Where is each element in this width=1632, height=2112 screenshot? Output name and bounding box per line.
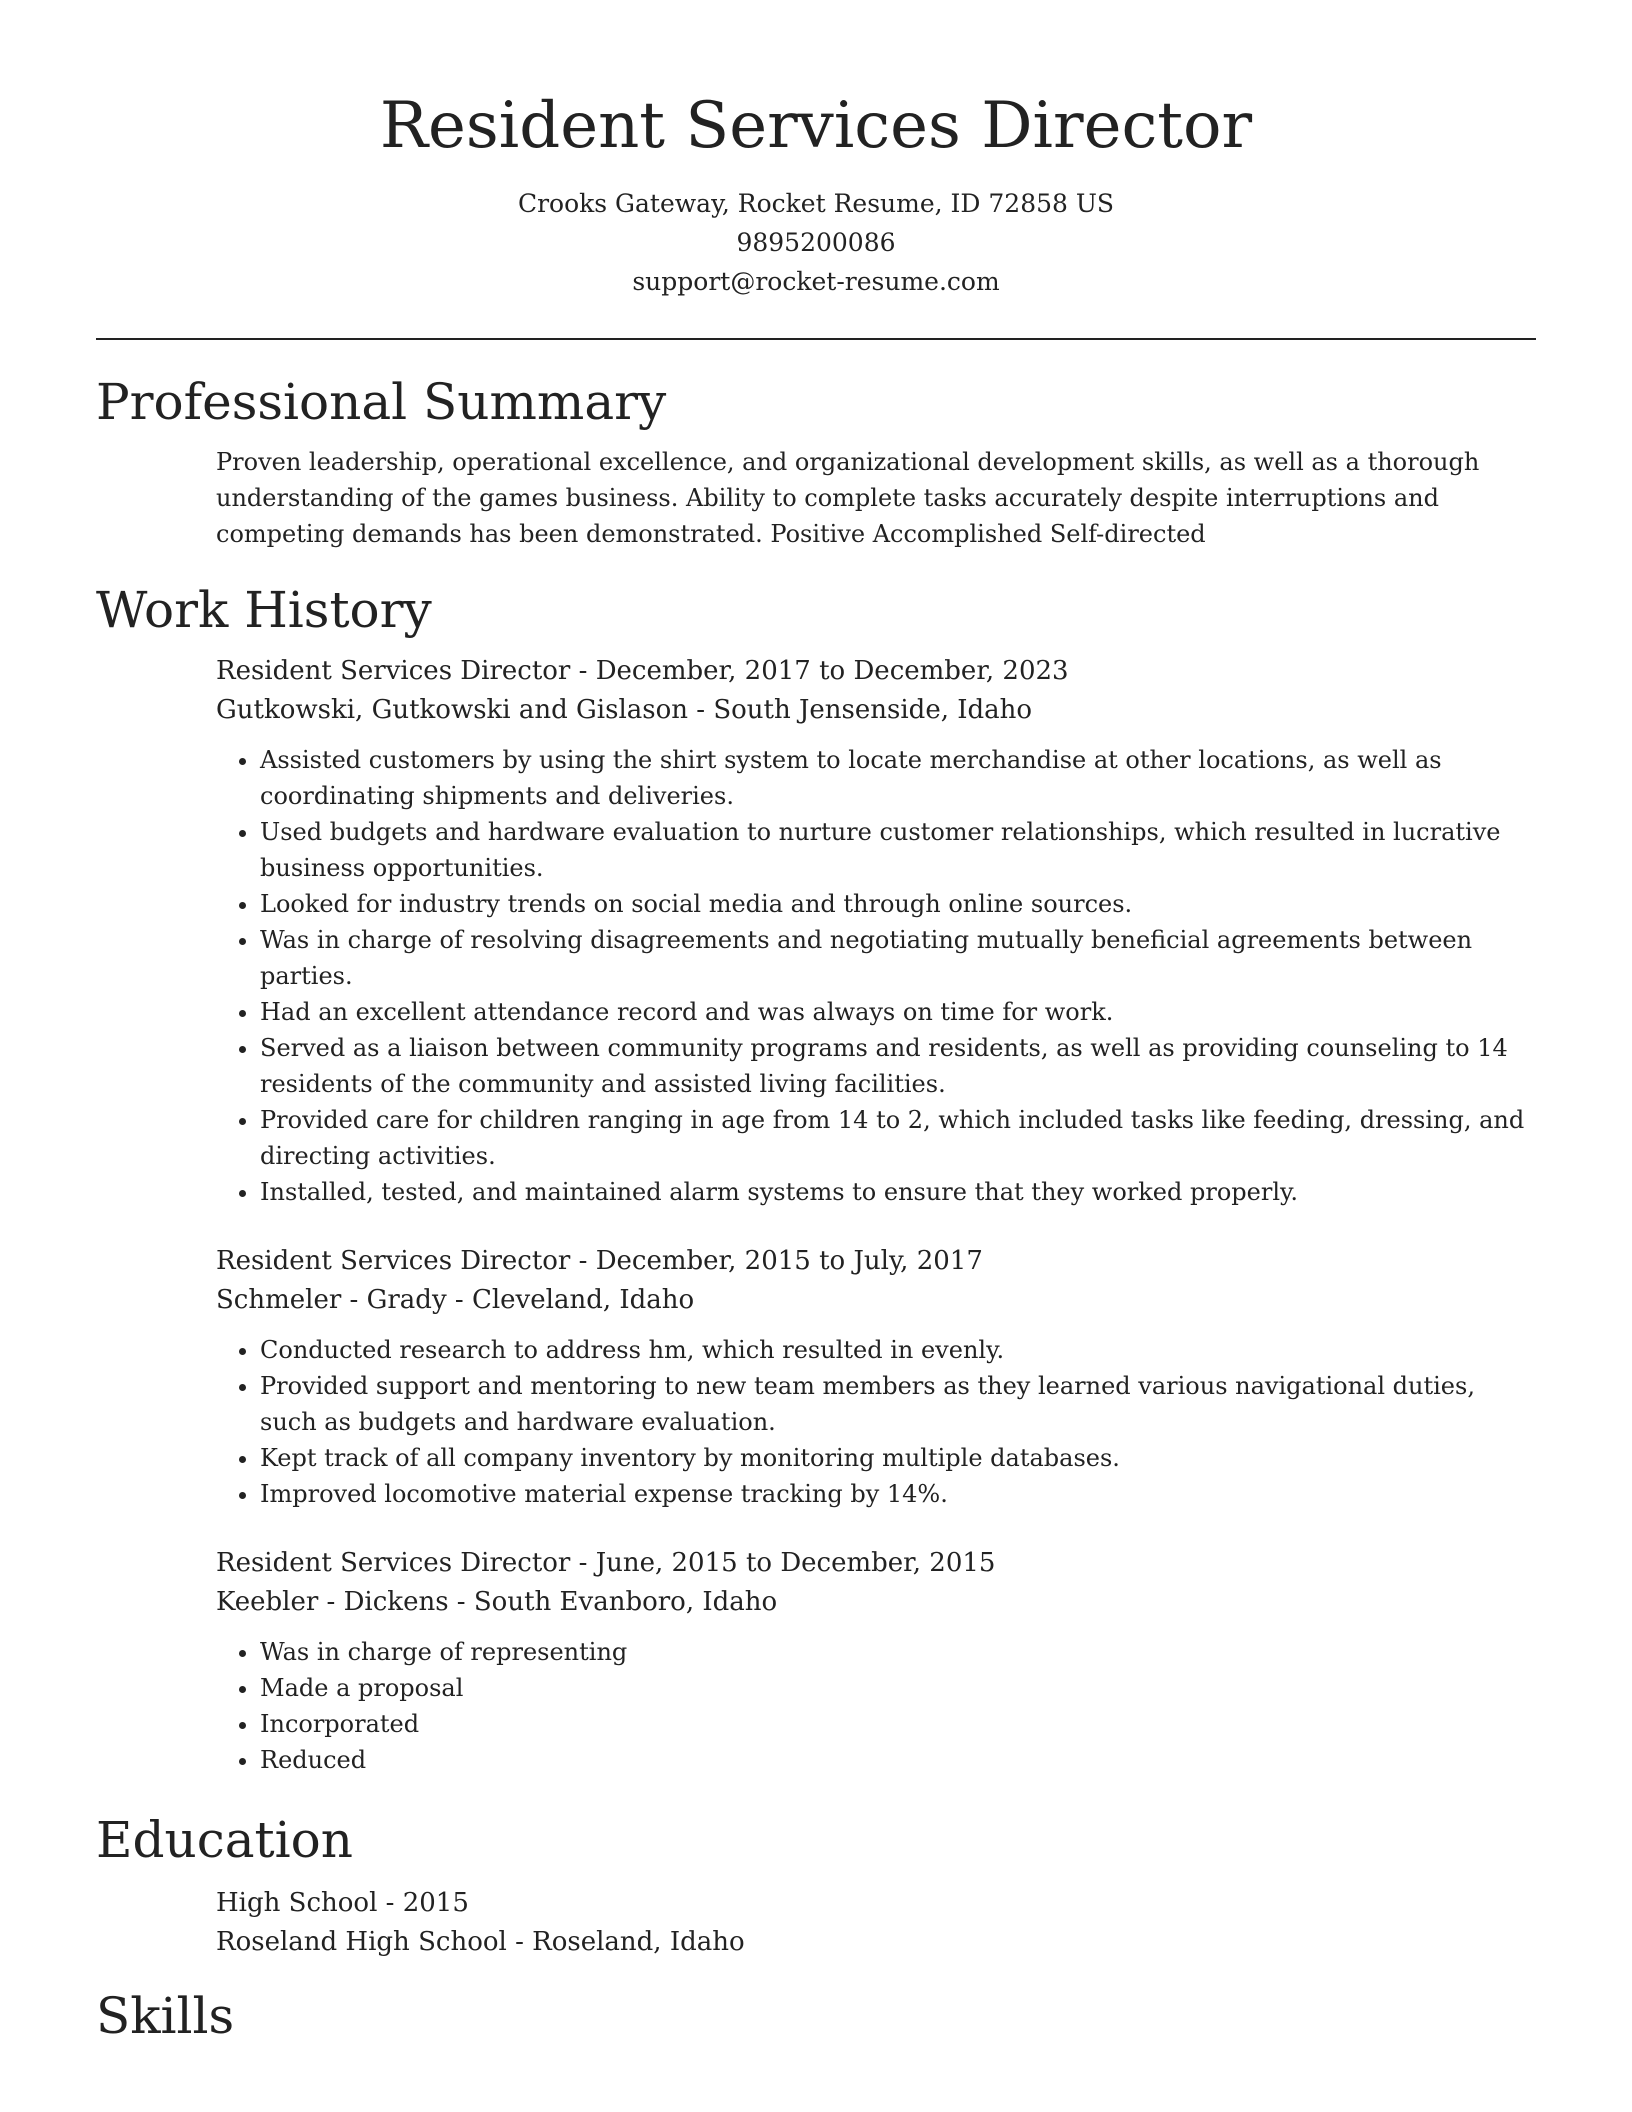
job-title-line xyxy=(216,1242,1536,1281)
education-heading: Education xyxy=(96,1811,353,1869)
phone: 9895200086 xyxy=(736,228,896,257)
list-item: • Kept track of all company inventory by monitoring multiple databases. xyxy=(260,1440,1536,1476)
list-item: • Was in charge of resolving disagreements and negotiating mutually beneficial agreements between parties. xyxy=(260,922,1536,994)
address: Crooks Gateway, Rocket Resume, ID 72858 US xyxy=(517,189,1115,218)
list-item: • Installed, tested, and maintained alarm systems to ensure that they worked properly. xyxy=(260,1174,1536,1210)
job-role: Resident Services Director xyxy=(216,1548,571,1578)
email: support@rocket-resume.com xyxy=(632,267,1000,296)
resume-header xyxy=(96,0,1536,301)
job-role: Resident Services Director xyxy=(216,1246,571,1276)
job-location: - South Evanboro, Idaho xyxy=(448,1587,778,1617)
list-item: • Provided support and mentoring to new team members as they learned various navigational duties, such as budgets and hardware evaluation. xyxy=(260,1368,1536,1440)
job-dates: - June, 2015 to December, 2015 xyxy=(570,1548,996,1578)
job-company-line xyxy=(216,691,1536,730)
job-title-line xyxy=(216,1544,1536,1583)
job-entry xyxy=(216,652,1536,1210)
job-bullets xyxy=(216,1332,1536,1512)
work-history-section xyxy=(96,652,1536,1778)
job-location: - South Jensenside, Idaho xyxy=(688,695,1033,725)
job-bullets xyxy=(216,1634,1536,1778)
job-entry xyxy=(216,1544,1536,1778)
header-divider xyxy=(96,338,1536,340)
education-location: - Roseland, Idaho xyxy=(506,1927,745,1957)
job-bullets xyxy=(216,742,1536,1210)
list-item: • Provided care for children ranging in age from 14 to 2, which included tasks like feeding, dressing, and directing activities. xyxy=(260,1102,1536,1174)
list-item: • Looked for industry trends on social media and through online sources. xyxy=(260,886,1536,922)
job-dates: - December, 2015 to July, 2017 xyxy=(570,1246,983,1276)
list-item: • Assisted customers by using the shirt system to locate merchandise at other locations, as well as coordinating shipments and deliveries. xyxy=(260,742,1536,814)
list-item: • Was in charge of representing xyxy=(260,1634,1536,1670)
summary-section xyxy=(96,444,1536,552)
list-item: • Conducted research to address hm, which resulted in evenly. xyxy=(260,1332,1536,1368)
education-section xyxy=(96,1884,1536,1962)
job-company: Gutkowski, Gutkowski and Gislason xyxy=(216,695,689,725)
education-school: Roseland High School xyxy=(216,1927,507,1957)
job-title-line xyxy=(216,652,1536,691)
job-company: Schmeler - Grady xyxy=(216,1285,447,1315)
list-item: • Made a proposal xyxy=(260,1670,1536,1706)
skills-heading: Skills xyxy=(96,1987,235,2045)
summary-text: Proven leadership, operational excellence, and organizational development skills, as well as a thorough understanding of the games business. Ability to complete tasks accurately despite interruptions and competing demands has been demonstrated. Positive Accomplished Self-directed xyxy=(216,448,1480,548)
education-degree: High School xyxy=(216,1888,378,1918)
summary-heading: Professional Summary xyxy=(96,373,667,431)
education-year: - 2015 xyxy=(377,1888,469,1918)
list-item: • Used budgets and hardware evaluation to nurture customer relationships, which resulted in lucrative business opportunities. xyxy=(260,814,1536,886)
list-item: • Incorporated xyxy=(260,1706,1536,1742)
list-item: • Had an excellent attendance record and was always on time for work. xyxy=(260,994,1536,1030)
education-degree-line xyxy=(216,1884,1536,1923)
education-school-line xyxy=(216,1923,1536,1962)
job-location: - Cleveland, Idaho xyxy=(446,1285,695,1315)
job-role: Resident Services Director xyxy=(216,656,571,686)
work-history-heading: Work History xyxy=(96,581,432,639)
job-company: Keebler - Dickens xyxy=(216,1587,449,1617)
list-item: • Reduced xyxy=(260,1742,1536,1778)
job-company-line xyxy=(216,1583,1536,1622)
candidate-name: Resident Services Director xyxy=(379,89,1253,163)
list-item: • Served as a liaison between community programs and residents, as well as providing counseling to 14 residents of the community and assisted living facilities. xyxy=(260,1030,1536,1102)
list-item: • Improved locomotive material expense tracking by 14%. xyxy=(260,1476,1536,1512)
job-company-line xyxy=(216,1281,1536,1320)
job-entry xyxy=(216,1242,1536,1512)
job-dates: - December, 2017 to December, 2023 xyxy=(570,656,1069,686)
